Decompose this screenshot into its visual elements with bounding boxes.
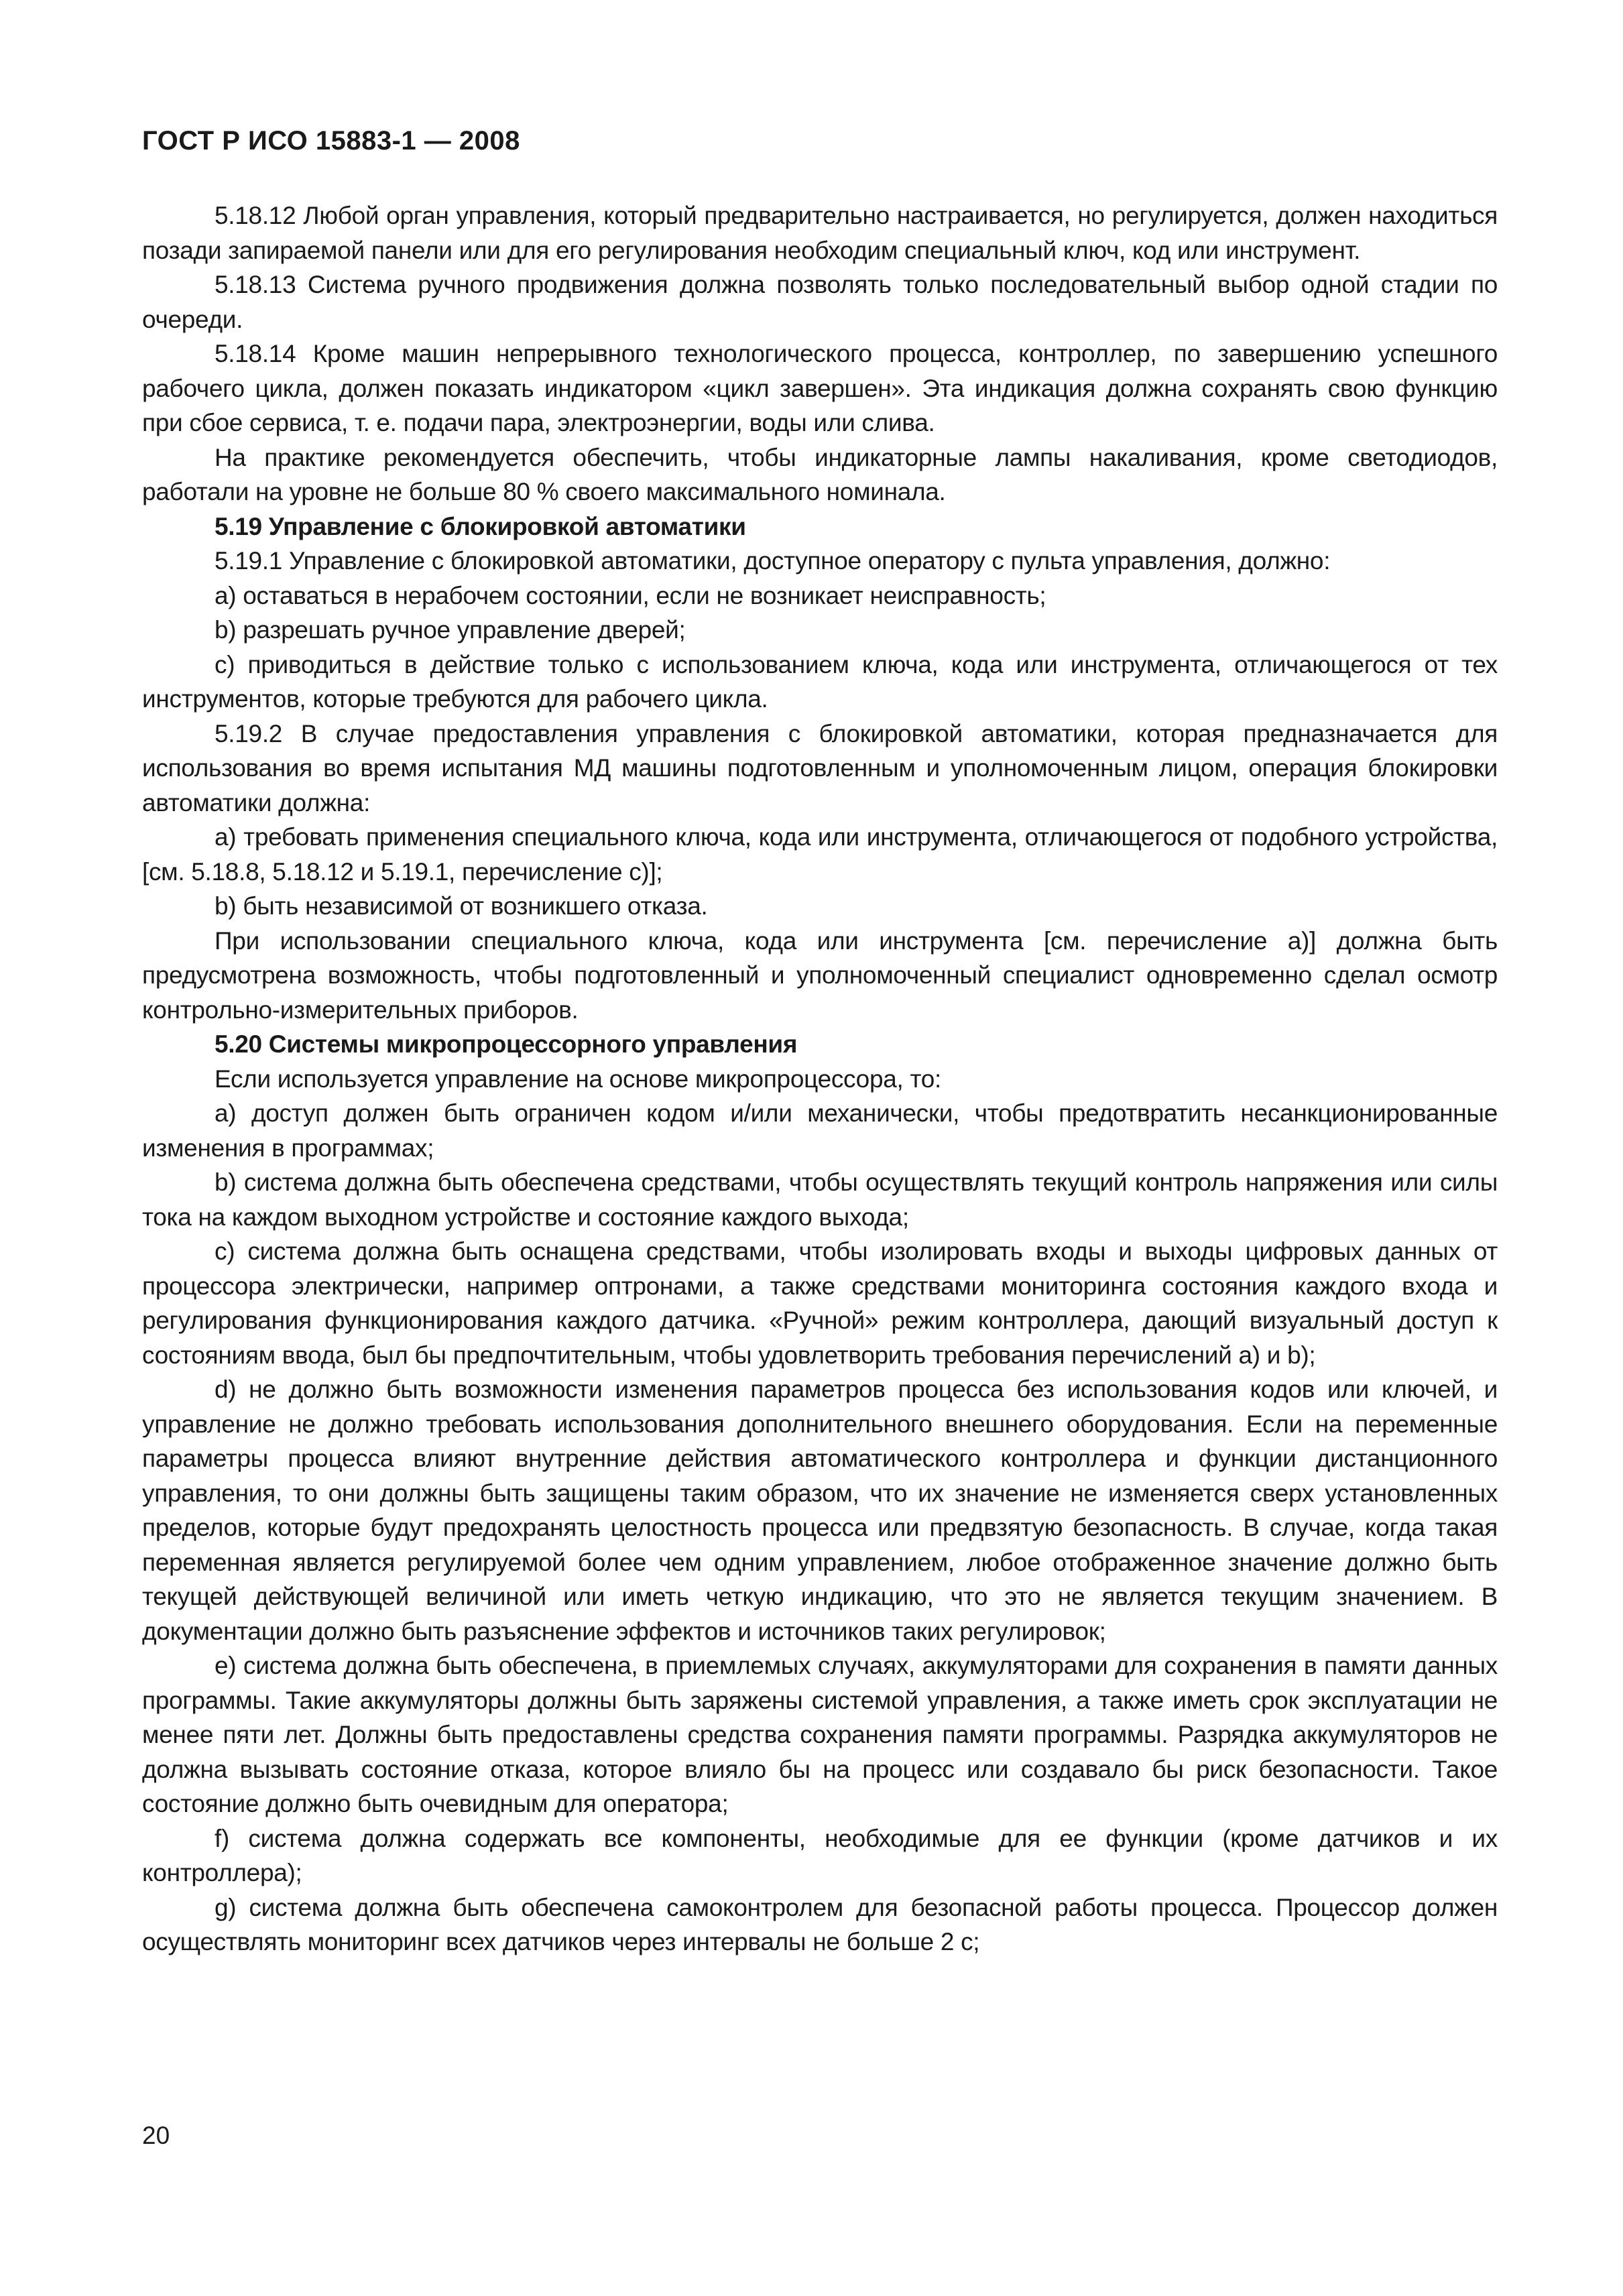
section-heading: 5.20 Системы микропроцессорного управления [215,1030,798,1058]
paragraph: 5.19.2 В случае предоставления управления с блокировкой автоматики, которая предназначается для использования во время испытания МД машины подготовленным и уполномоченным лицом, операция блокировки автоматики должна: [142,719,1498,817]
paragraph: f) система должна содержать все компоненты, необходимые для ее функции (кроме датчиков и их контроллера); [142,1824,1498,1886]
paragraph: При использовании специального ключа, кода или инструмента [см. перечисление а)] должна быть предусмотрена возможность, чтобы подготовленный и уполномоченный специалист одновременно сделал осмотр контрольно-измерительных приборов. [142,926,1498,1024]
paragraph: На практике рекомендуется обеспечить, чтобы индикаторные лампы накаливания, кроме светодиодов, работали на уровне не больше 80 % своего максимального номинала. [142,443,1498,505]
paragraph: c) приводиться в действие только с использованием ключа, кода или инструмента, отличающегося от тех инструментов, которые требуются для рабочего цикла. [142,650,1498,713]
paragraph: a) доступ должен быть ограничен кодом и/или механически, чтобы предотвратить несанкционированные изменения в программах; [142,1099,1498,1162]
paragraph: c) система должна быть оснащена средствами, чтобы изолировать входы и выходы цифровых данных от процессора электрически, например оптронами, а также средствами мониторинга состояния каждого входа и регулирования функционирования каждого датчика. «Ручной» режим контроллера, дающий визуальный доступ к состояниям ввода, был бы предпочтительным, чтобы удовлетворить требования перечислений а) и b); [142,1237,1498,1369]
paragraph: 5.18.13 Система ручного продвижения должна позволять только последовательный выбор одной стадии по очереди. [142,271,1498,333]
paragraph: d) не должно быть возможности изменения параметров процесса без использования кодов или ключей, и управление не должно требовать использования дополнительного внешнего оборудования. Если на переменные параметры процесса влияют внутренние действия автоматического контроллера и функции дистанционного управления, то они должны быть защищены таким образом, что их значение не изменяется сверх установленных пределов, которые будут предохранять целостность процесса или предвзятую безопасность. В случае, когда такая переменная является регулируемой более чем одним управлением, любое отображенное значение должно быть текущей действующей величиной или иметь четкую индикацию, что это не является текущим значением. В документации должно быть разъяснение эффектов и источников таких регулировок; [142,1376,1498,1645]
paragraph: Если используется управление на основе микропроцессора, то: [215,1065,941,1093]
paragraph: b) разрешать ручное управление дверей; [215,616,686,644]
paragraph: 5.18.12 Любой орган управления, который предварительно настраивается, но регулируется, должен находиться позади запираемой панели или для его регулирования необходим специальный ключ, код или инструмент. [142,202,1498,264]
paragraph: g) система должна быть обеспечена самоконтролем для безопасной работы процесса. Процессор должен осуществлять мониторинг всех датчиков через интервалы не больше 2 с; [142,1893,1498,1955]
paragraph: a) оставаться в нерабочем состоянии, если не возникает неисправность; [215,581,1046,609]
paragraph: b) быть независимой от возникшего отказа. [215,892,708,920]
paragraph: 5.18.14 Кроме машин непрерывного технологического процесса, контроллер, по завершению успешного рабочего цикла, должен показать индикатором «цикл завершен». Эта индикация должна сохранять свою функцию при сбое сервиса, т. е. подачи пара, электроэнергии, воды или слива. [142,340,1498,436]
paragraph: a) требовать применения специального ключа, кода или инструмента, отличающегося от подобного устройства, [см. 5.18.8, 5.18.12 и 5.19.1, перечисление с)]; [142,823,1498,886]
page-number: 20 [142,2122,170,2149]
paragraph: e) система должна быть обеспечена, в приемлемых случаях, аккумуляторами для сохранения в памяти данных программы. Такие аккумуляторы должны быть заряжены системой управления, а также иметь срок эксплуатации не менее пяти лет. Должны быть предоставлены средства сохранения памяти программы. Разрядка аккумуляторов не должна вызывать состояние отказа, которое влияло бы на процесс или создавало бы риск безопасности. Такое состояние должно быть очевидным для оператора; [142,1652,1498,1817]
paragraph: 5.19.1 Управление с блокировкой автоматики, доступное оператору с пульта управления, должно: [215,547,1331,575]
section-heading: 5.19 Управление с блокировкой автоматики [215,512,746,540]
document-body [142,198,1498,1959]
paragraph: b) система должна быть обеспечена средствами, чтобы осуществлять текущий контроль напряжения или силы тока на каждом выходном устройстве и состояние каждого выхода; [142,1168,1498,1231]
document-header: ГОСТ Р ИСО 15883-1 — 2008 [142,126,520,156]
